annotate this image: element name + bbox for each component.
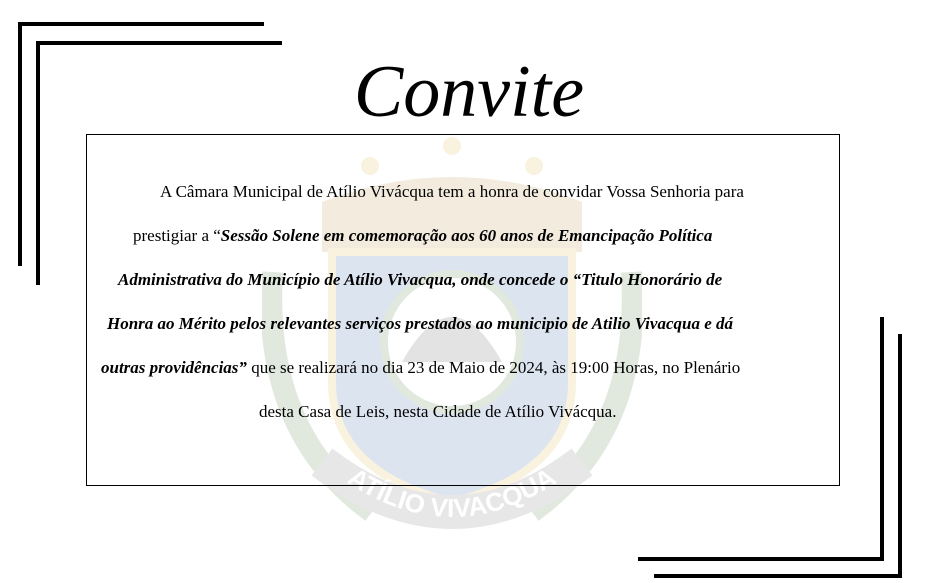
text-line-2-bold: Sessão Solene em comemoração aos 60 anos de Emancipação Política (220, 226, 713, 245)
crest-caption: ATÍLIO VIVACQUA (343, 461, 561, 524)
text-line-3: Administrativa do Município de Atílio Vivacqua, onde concede o “Titulo Honorário de (118, 270, 723, 289)
text-line-5-plain: que se realizará no dia 23 de Maio de 2024, às 19:00 Horas, no Plenário (246, 358, 741, 377)
frame-bottom-right-outer-h (654, 574, 902, 578)
text-line-1: A Câmara Municipal de Atílio Vivácqua tem a honra de convidar Vossa Senhoria para (160, 182, 744, 201)
text-line-2 (100, 214, 825, 258)
text-line-5-bold: outras providências” (101, 358, 247, 377)
text-line-6: desta Casa de Leis, nesta Cidade de Atílio Vivácqua. (259, 402, 617, 421)
text-line-5 (100, 346, 825, 390)
page-title: Convite (353, 51, 585, 133)
frame-bottom-right-inner-v (880, 317, 884, 561)
frame-top-left-outer-h (18, 22, 264, 26)
text-line-4: Honra ao Mérito pelos relevantes serviços prestados ao municipio de Atilio Vivacqua e dá (107, 314, 733, 333)
frame-top-left-inner-h (36, 41, 282, 45)
frame-bottom-right-inner-h (638, 557, 884, 561)
invitation-text (100, 170, 825, 434)
frame-bottom-right-outer-v (898, 334, 902, 578)
text-line-2-plain: prestigiar a “ (133, 226, 221, 245)
